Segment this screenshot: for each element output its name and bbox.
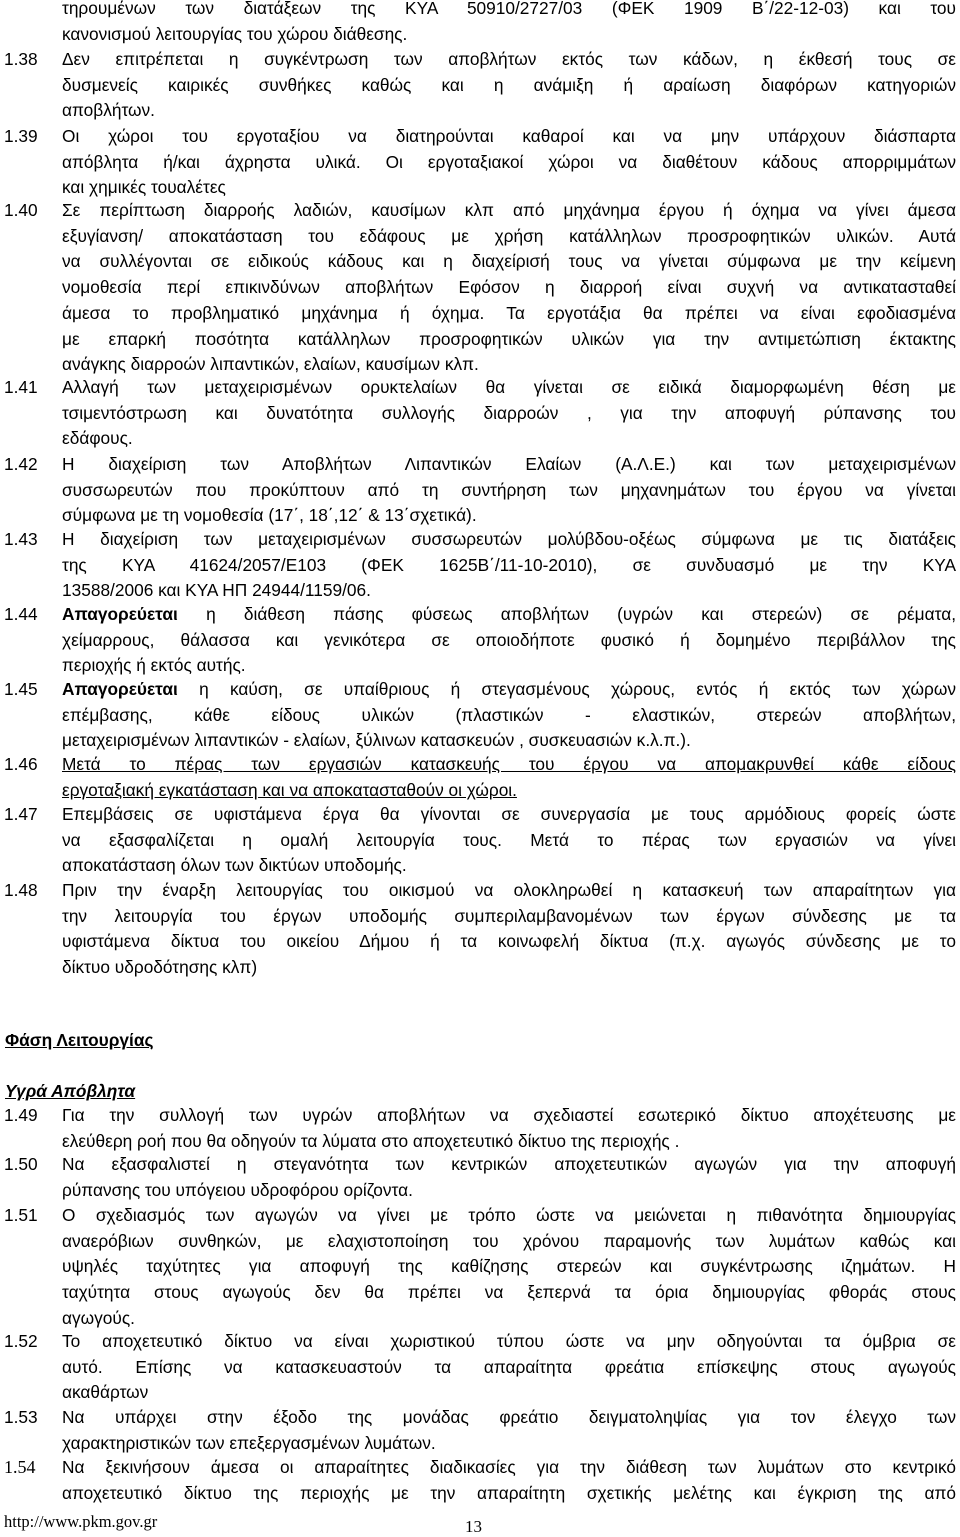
item-number: 1.44 [4,604,38,624]
text-line: σύμφωνα με τη νομοθεσία (17΄, 18΄,12΄ & 13΄σχετικά). [62,505,477,526]
text-line: την λειτουργία του έργων υποδομής συμπεριλαμβανομένων των έργων σύνδεσης με τα [62,905,956,926]
item-text [62,47,956,124]
item-number: 1.45 [4,679,38,699]
text-fragment: η διάθεση πάσης φύσεως αποβλήτων (υγρών και στερεών) σε ρέματα, [177,604,956,624]
text-line: Πριν την έναρξη λειτουργίας του οικισμού να ολοκληρωθεί η κατασκευή των απαραίτητων για [62,880,956,900]
text-line: 13588/2006 και ΚΥΑ ΗΠ 24944/1159/06. [62,580,371,601]
text-line: Να ξεκινήσουν άμεσα οι απαραίτητες διαδικασίες για την διάθεση των λυμάτων στο κεντρικό [62,1457,956,1477]
text-line: Οι χώροι του εργοταξίου να διατηρούνται καθαροί και να μην υπάρχουν διάσπαρτα [62,126,956,146]
page-number: 13 [465,1517,482,1536]
text-line: συσσωρευτών που προκύπτουν από τη συντήρηση των μηχανημάτων του έργου να γίνεται [62,479,956,500]
item-number: 1.47 [4,804,38,824]
text-line: απόβλητα ή/και άχρηστα υλικά. Οι εργοταξιακοί χώροι να διαθέτουν κάδους απορριμμάτων [62,151,956,172]
text-line: τσιμεντόστρωση και δυνατότητα συλλογής διαρροών , για την αποφυγή ρύπανσης του [62,402,956,423]
item-text [62,802,956,879]
numbered-item [4,602,956,679]
item-number: 1.54 [4,1457,36,1477]
text-line: ανάγκης διαρροών λιπαντικών, ελαίων, καυσίμων κλπ. [62,354,479,375]
item-text [62,1203,956,1332]
item-text [62,878,956,981]
item-number: 1.49 [4,1105,38,1125]
item-number: 1.50 [4,1154,38,1174]
numbered-item [4,752,956,803]
text-line: κανονισμού λειτουργίας του χώρου διάθεσης. [62,23,408,44]
text-line: τηρουμένων των διατάξεων της ΚΥΑ 50910/2727/03 (ΦΕΚ 1909 Β΄/22-12-03) και του [62,0,956,18]
text-line: αποχετευτικό δίκτυο της περιοχής με την απαραίτητη σχετικής μελέτης και έγκριση της από [62,1482,956,1503]
text-line: Να εξασφαλιστεί η στεγανότητα των κεντρικών αποχετευτικών αγωγών για την αποφυγή [62,1154,956,1174]
text-line: Το αποχετευτικό δίκτυο να είναι χωριστικού τύπου ώστε να μην οδηγούνται τα όμβρια σε [62,1331,956,1351]
item-text [62,375,956,452]
numbered-item [4,527,956,604]
text-line: υψηλές ταχύτητες για αποφυγή της καθίζησης στερεών και συγκέντρωσης ιζημάτων. Η [62,1256,956,1277]
text-line: χαρακτηριστικών των επεξεργασμένων λυμάτων. [62,1432,436,1453]
text-line: εργοταξιακή εγκατάσταση και να αποκατασταθούν οι χώροι. [62,779,517,800]
numbered-item [4,878,956,981]
text-line: αυτό. Επίσης να κατασκευαστούν τα απαραίτητα φρεάτια επίσκεψης στους αγωγούς [62,1356,956,1377]
item-text [62,527,956,604]
item-number: 1.48 [4,880,38,900]
item-number: 1.40 [4,200,38,220]
item-text [62,1152,956,1203]
numbered-item [4,677,956,754]
text-line: επέμβασης, κάθε είδους υλικών (πλαστικών - ελαστικών, στερεών αποβλήτων, [62,704,956,725]
text-line: εδάφους. [62,428,133,449]
item-text [62,677,956,754]
text-line: Σε περίπτωση διαρροής λαδιών, καυσίμων κλπ από μηχάνημα έργου ή όχημα να γίνει άμεσα [62,200,956,220]
text-line: δίκτυο υδροδότησης κλπ) [62,957,258,978]
intro-paragraph [4,0,956,47]
text-line: νομοθεσία περί επικινδύνων αποβλήτων Εφόσον η διαρροή είναι συχνή να αντικατασταθεί [62,277,956,298]
bold-keyword: Απαγορεύεται [62,679,178,699]
item-number: 1.51 [4,1205,38,1225]
text-line: Αλλαγή των μεταχειρισμένων ορυκτελαίων θα γίνεται σε ειδικά διαμορφωμένη θέση με [62,377,956,397]
item-text [62,752,956,803]
text-line: μεταχειρισμένων λιπαντικών - ελαίων, ξύλινων κατασκευών , συσκευασιών κ.λ.π.). [62,730,691,751]
item-text [62,1405,956,1456]
item-text [62,198,956,378]
text-line: υφιστάμενα δίκτυα του οικείου Δήμου ή τα κοινωφελή δίκτυα (π.χ. αγωγός σύνδεσης με το [62,931,956,952]
text-line: αποβλήτων. [62,100,155,121]
text-line: ρύπανσης του υπόγειου υδροφόρου ορίζοντα. [62,1179,413,1200]
numbered-item [4,1103,956,1154]
item-text [62,124,956,201]
text-line: αγωγούς. [62,1307,135,1328]
item-number: 1.42 [4,454,38,474]
item-text [62,602,956,679]
section-heading-liquid-waste: Υγρά Απόβλητα [5,1081,136,1101]
numbered-item [4,47,956,124]
item-number: 1.39 [4,126,38,146]
text-line: Επεμβάσεις σε υφιστάμενα έργα θα γίνονται σε συνεργασία με τους αρμόδιους φορείς ώστε [62,804,956,824]
item-number: 1.53 [4,1407,38,1427]
text-line: Για την συλλογή των υγρών αποβλήτων να σχεδιαστεί εσωτερικό δίκτυο αποχέτευσης με [62,1105,956,1125]
numbered-item [4,124,956,201]
item-number: 1.41 [4,377,38,397]
numbered-item [4,198,956,378]
numbered-item [4,452,956,529]
text-line: Μετά το πέρας των εργασιών κατασκευής του έργου να απομακρυνθεί κάθε είδους [62,754,956,774]
text-line: με επαρκή ποσότητα κατάλληλων προσροφητικών υλικών για την αντιμετώπιση έκτακτης [62,328,956,349]
item-number: 1.43 [4,529,38,549]
text-line: Να υπάρχει στην έξοδο της μονάδας φρεάτιο δειγματοληψίας για τον έλεγχο των [62,1407,956,1427]
numbered-item [4,1203,956,1332]
numbered-item [4,802,956,879]
text-line: Η διαχείριση των μεταχειρισμένων συσσωρευτών μολύβδου-οξέως σύμφωνα με τις διατάξεις [62,529,956,549]
text-line: περιοχής ή εκτός αυτής. [62,655,246,676]
text-line: και χημικές τουαλέτες [62,177,226,198]
text-line [62,677,956,703]
text-line: της ΚΥΑ 41624/2057/Ε103 (ΦΕΚ 1625Β΄/11-10-2010), σε συνδυασμό με την ΚΥΑ [62,554,956,575]
footer-url[interactable]: http://www.pkm.gov.gr [4,1512,158,1531]
item-text [62,1103,956,1154]
text-line: Δεν επιτρέπεται η συγκέντρωση των αποβλήτων εκτός των κάδων, η έκθεσή τους σε [62,49,956,69]
item-number: 1.46 [4,754,38,774]
text-line: αναερόβιων συνθηκών, με ελαχιστοποίηση του χρόνου παραμονής των λυμάτων καθώς και [62,1230,956,1251]
numbered-item [4,1405,956,1456]
item-text [62,1329,956,1406]
numbered-item [4,1329,956,1406]
text-line: ελεύθερη ροή που θα οδηγούν τα λύματα στο αποχετευτικό δίκτυο της περιοχής . [62,1130,680,1151]
item-number: 1.52 [4,1331,38,1351]
text-line [62,602,956,628]
numbered-item [4,1455,956,1506]
numbered-item [4,1152,956,1203]
text-line: χείμαρρους, θάλασσα και γενικότερα σε οποιοδήποτε φυσικό ή δομημένο περιβάλλον της [62,629,956,650]
text-line: ακαθάρτων [62,1382,149,1403]
section-heading-phase: Φάση Λειτουργίας [5,1030,154,1050]
numbered-item [4,375,956,452]
text-line: δυσμενείς καιρικές συνθήκες καθώς και η ανάμιξη ή αραίωση διαφόρων κατηγοριών [62,74,956,95]
text-line: Ο σχεδιασμός των αγωγών να γίνει με τρόπο ώστε να μειώνεται η πιθανότητα δημιουργίας [62,1205,956,1225]
text-line: άμεσα το προβληματικό μηχάνημα ή όχημα. Τα εργοτάξια θα πρέπει να είναι εφοδιασμένα [62,302,956,323]
text-line: ταχύτητα στους αγωγούς δεν θα πρέπει να ξεπερνά τα όρια δημιουργίας φθοράς στους [62,1282,956,1303]
text-fragment: η καύση, σε υπαίθριους ή στεγασμένους χώρους, εντός ή εκτός των χώρων [177,679,956,699]
text-line: εξυγίανση/ αποκατάσταση του εδάφους με χρήση κατάλληλων προσροφητικών υλικών. Αυτά [62,225,956,246]
item-text [62,1455,956,1506]
item-number: 1.38 [4,49,38,69]
item-text [62,452,956,529]
text-line: να συλλέγονται σε ειδικούς κάδους και η διαχείρισή τους να γίνεται σύμφωνα με την κείμενη [62,251,956,272]
text-line: Η διαχείριση των Αποβλήτων Λιπαντικών Ελαίων (Α.Λ.Ε.) και των μεταχειρισμένων [62,454,956,474]
text-line: αποκατάσταση όλων των δικτύων υποδομής. [62,855,407,876]
text-line: να εξασφαλίζεται η ομαλή λειτουργία τους. Μετά το πέρας των εργασιών να γίνει [62,829,956,850]
bold-keyword: Απαγορεύεται [62,604,178,624]
paragraph-body [62,0,956,47]
